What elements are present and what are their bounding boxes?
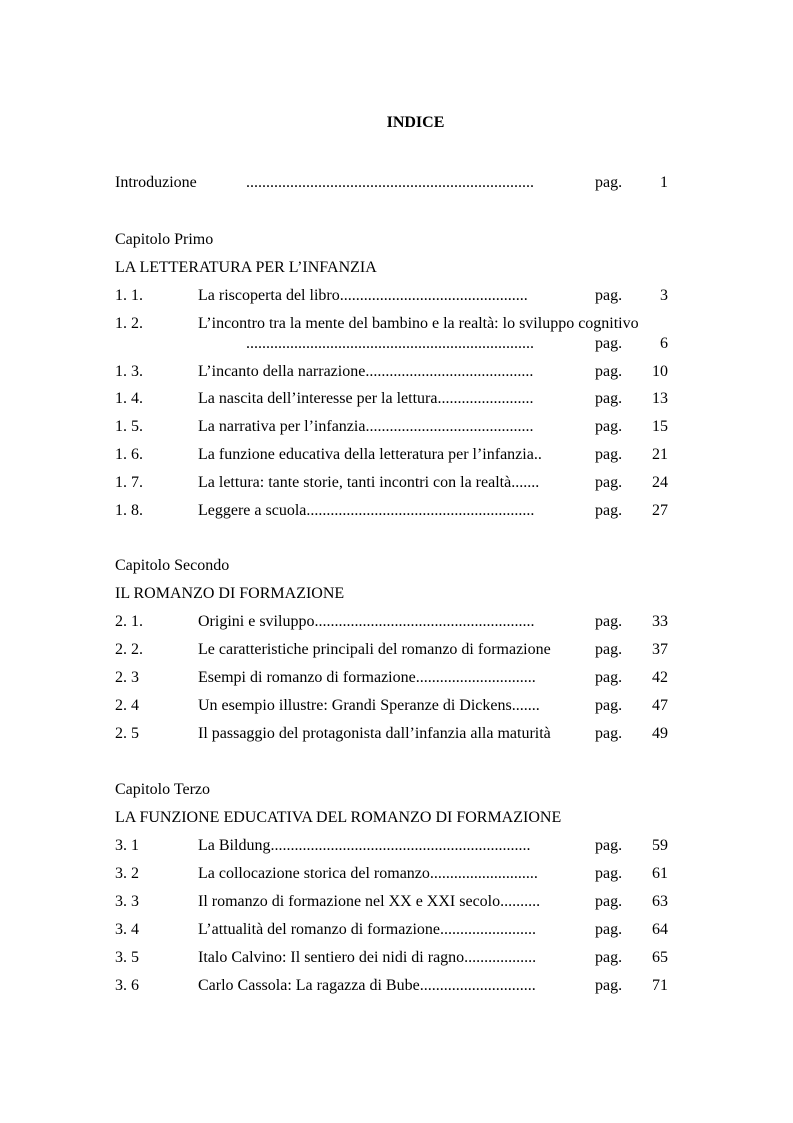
entry-title: Carlo Cassola: La ragazza di Bube............................. xyxy=(198,977,536,994)
entry-page-number: 47 xyxy=(652,697,668,714)
entry-title: Le caratteristiche principali del romanzo di formazione xyxy=(198,641,551,658)
entry-page-number: 10 xyxy=(652,363,668,380)
entry-number: 1. 3. xyxy=(115,363,143,380)
entry-title: Origini e sviluppo....................................................... xyxy=(198,613,535,630)
entry-title: Italo Calvino: Il sentiero dei nidi di ragno.................. xyxy=(198,949,537,966)
intro-label: Introduzione xyxy=(115,174,197,191)
entry-pag: pag. xyxy=(595,725,623,742)
entry-page-number: 15 xyxy=(652,418,668,435)
entry-title: Esempi di romanzo di formazione.............................. xyxy=(198,669,536,686)
entry-title: La nascita dell’interesse per la lettura........................ xyxy=(198,390,534,407)
entry-title: L’incanto della narrazione.......................................... xyxy=(198,363,534,380)
entry-number: 2. 4 xyxy=(115,697,139,714)
entry-pag: pag. xyxy=(595,613,623,630)
entry-number: 3. 3 xyxy=(115,893,139,910)
entry-title: Il romanzo di formazione nel XX e XXI secolo.......... xyxy=(198,893,541,910)
entry-number: 1. 1. xyxy=(115,287,143,304)
entry-pag: pag. xyxy=(595,977,623,994)
entry-number: 1. 6. xyxy=(115,446,143,463)
chapter-subtitle: LA LETTERATURA PER L’INFANZIA xyxy=(115,259,377,276)
entry-page-number: 37 xyxy=(652,641,668,658)
entry-number: 2. 1. xyxy=(115,613,143,630)
entry-pag: pag. xyxy=(595,669,623,686)
entry-pag: pag. xyxy=(595,446,623,463)
intro-page-number: 1 xyxy=(660,174,668,191)
entry-page-number: 6 xyxy=(660,335,668,352)
entry-title: L’attualità del romanzo di formazione........................ xyxy=(198,921,536,938)
chapter-heading: Capitolo Terzo xyxy=(115,781,211,798)
entry-page-number: 3 xyxy=(660,287,668,304)
entry-number: 3. 2 xyxy=(115,865,139,882)
entry-page-number: 49 xyxy=(652,725,668,742)
entry-pag: pag. xyxy=(595,502,623,519)
entry-number: 2. 3 xyxy=(115,669,139,686)
entry-number: 3. 4 xyxy=(115,921,139,938)
entry-page-number: 71 xyxy=(652,977,668,994)
page-title: INDICE xyxy=(386,114,445,131)
entry-number: 3. 6 xyxy=(115,977,139,994)
entry-page-number: 59 xyxy=(652,837,668,854)
entry-pag: pag. xyxy=(595,363,623,380)
entry-dots: ........................................................................ xyxy=(246,335,534,352)
entry-page-number: 63 xyxy=(652,893,668,910)
entry-title: La narrativa per l’infanzia.......................................... xyxy=(198,418,534,435)
entry-number: 2. 5 xyxy=(115,725,139,742)
entry-number: 1. 5. xyxy=(115,418,143,435)
entry-title: Leggere a scuola......................................................... xyxy=(198,502,535,519)
entry-page-number: 64 xyxy=(652,921,668,938)
entry-number: 3. 1 xyxy=(115,837,139,854)
entry-pag: pag. xyxy=(595,390,623,407)
entry-page-number: 13 xyxy=(652,390,668,407)
entry-pag: pag. xyxy=(595,949,623,966)
entry-title: Il passaggio del protagonista dall’infanzia alla maturità xyxy=(198,725,551,742)
entry-title: La riscoperta del libro............................................... xyxy=(198,287,528,304)
entry-number: 3. 5 xyxy=(115,949,139,966)
entry-number: 2. 2. xyxy=(115,641,143,658)
entry-page-number: 42 xyxy=(652,669,668,686)
entry-title: La collocazione storica del romanzo........................... xyxy=(198,865,538,882)
intro-dots: ........................................................................ xyxy=(246,174,534,191)
entry-pag: pag. xyxy=(595,474,623,491)
entry-pag: pag. xyxy=(595,641,623,658)
chapter-heading: Capitolo Primo xyxy=(115,231,214,248)
entry-number: 1. 2. xyxy=(115,315,143,332)
entry-pag: pag. xyxy=(595,287,623,304)
entry-pag: pag. xyxy=(595,921,623,938)
entry-title: La Bildung................................................................. xyxy=(198,837,531,854)
entry-pag: pag. xyxy=(595,697,623,714)
entry-page-number: 27 xyxy=(652,502,668,519)
entry-title: La lettura: tante storie, tanti incontri con la realtà....... xyxy=(198,474,540,491)
entry-page-number: 61 xyxy=(652,865,668,882)
entry-number: 1. 8. xyxy=(115,502,143,519)
chapter-heading: Capitolo Secondo xyxy=(115,557,230,574)
entry-pag: pag. xyxy=(595,335,623,352)
chapter-subtitle: LA FUNZIONE EDUCATIVA DEL ROMANZO DI FORMAZIONE xyxy=(115,809,562,826)
entry-title: L’incontro tra la mente del bambino e la realtà: lo sviluppo cognitivo xyxy=(198,315,639,332)
entry-pag: pag. xyxy=(595,865,623,882)
entry-pag: pag. xyxy=(595,893,623,910)
entry-page-number: 24 xyxy=(652,474,668,491)
entry-number: 1. 7. xyxy=(115,474,143,491)
entry-pag: pag. xyxy=(595,837,623,854)
entry-pag: pag. xyxy=(595,418,623,435)
entry-title: Un esempio illustre: Grandi Speranze di Dickens....... xyxy=(198,697,540,714)
entry-page-number: 33 xyxy=(652,613,668,630)
chapter-subtitle: IL ROMANZO DI FORMAZIONE xyxy=(115,585,345,602)
entry-page-number: 21 xyxy=(652,446,668,463)
entry-number: 1. 4. xyxy=(115,390,143,407)
entry-page-number: 65 xyxy=(652,949,668,966)
intro-pag: pag. xyxy=(595,174,623,191)
entry-title: La funzione educativa della letteratura per l’infanzia.. xyxy=(198,446,542,463)
